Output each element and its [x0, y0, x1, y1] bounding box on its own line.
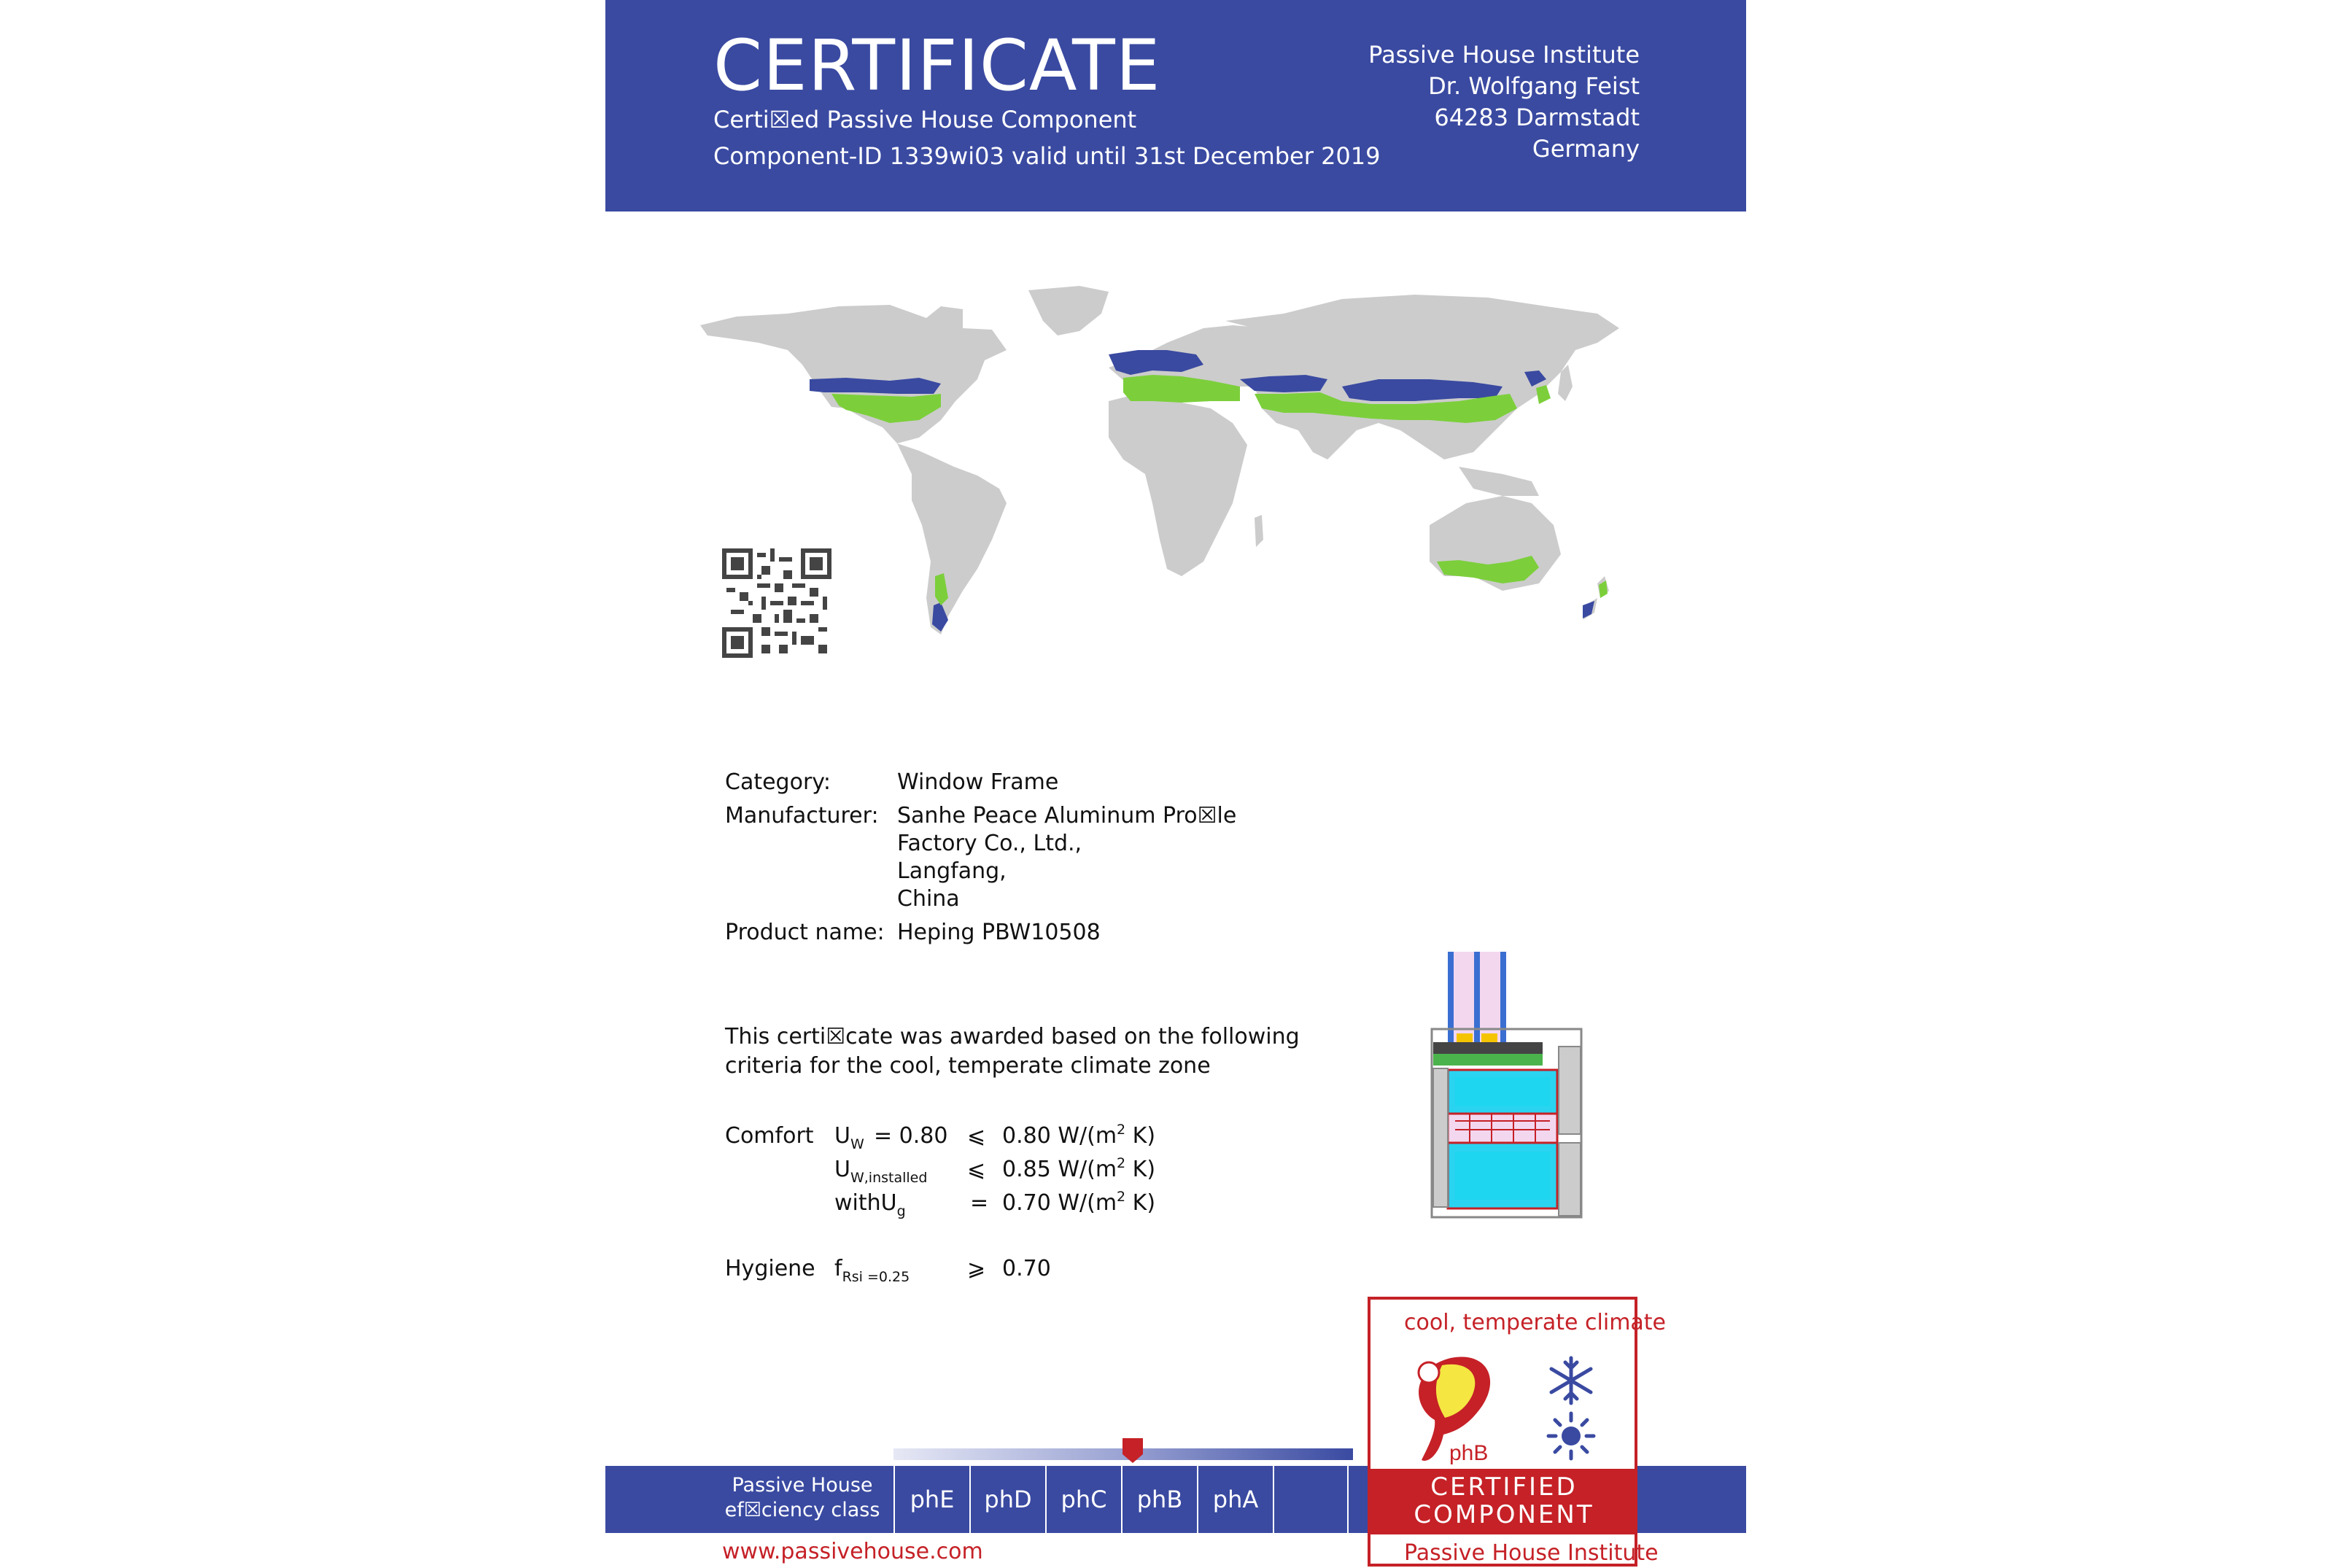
criteria-intro-line-2: criteria for the cool, temperate climate zone: [725, 1053, 1211, 1079]
efficiency-class-empty: [1273, 1466, 1349, 1533]
institute-address: [1368, 39, 1640, 165]
uw-value: = 0.80: [874, 1123, 948, 1149]
category-label: Category:: [725, 769, 831, 795]
window-frame-section-drawing: [1426, 952, 1594, 1218]
certified-component-label: [1368, 1297, 1667, 1567]
efficiency-label-line-1: Passive House: [732, 1474, 873, 1497]
snowflake-icon: [1546, 1355, 1597, 1406]
category-value: Window Frame: [897, 769, 1059, 795]
uw-limit: 0.80 $W/(m^2$ K): [1002, 1122, 1156, 1149]
efficiency-class-label: [722, 1473, 883, 1523]
certified-text: CERTIFIED: [1430, 1472, 1578, 1502]
uw-installed-operator: ⩽: [967, 1157, 986, 1182]
criteria-intro-line-1: This certi☒cate was awarded based on the following: [725, 1024, 1300, 1049]
qr-code-image: [722, 548, 831, 658]
certificate-title: CERTIFICATE: [713, 25, 1161, 106]
manufacturer-line-1: Sanhe Peace Aluminum Pro☒le: [897, 803, 1237, 828]
institute-director: Dr. Wolfgang Feist: [1428, 72, 1640, 100]
phb-logo-text: phB: [1449, 1441, 1489, 1465]
certificate-header: [605, 0, 1746, 211]
product-name-label: Product name:: [725, 920, 885, 945]
frsi-limit: 0.70: [1002, 1256, 1051, 1281]
frsi-operator: ⩾: [967, 1256, 986, 1281]
manufacturer-line-4: China: [897, 886, 960, 912]
uw-symbol: $U_W$: [834, 1123, 864, 1152]
manufacturer-line-2: Factory Co., Ltd.,: [897, 831, 1082, 856]
institute-name: Passive House Institute: [1368, 41, 1640, 69]
efficiency-class-phB: phB: [1121, 1466, 1197, 1533]
certificate-page: [605, 0, 1746, 1568]
ug-symbol: withU$_g$: [834, 1190, 906, 1219]
website-link[interactable]: www.passivehouse.com: [722, 1539, 983, 1564]
climate-zone-text: cool, temperate climate: [1404, 1310, 1667, 1335]
efficiency-class-phC: phC: [1045, 1466, 1121, 1533]
frsi-symbol: $f_{Rsi =0.25}$: [834, 1256, 910, 1285]
component-id: Component-ID 1339wi03 valid until 31st December 2019: [713, 142, 1381, 170]
certified-banner: [1370, 1469, 1637, 1534]
uw-operator: ⩽: [967, 1123, 986, 1149]
ug-limit: 0.70 $W/(m^2$ K): [1002, 1189, 1156, 1216]
ug-operator: =: [970, 1190, 989, 1216]
efficiency-class-phA: phA: [1197, 1466, 1273, 1533]
sun-icon: [1546, 1410, 1597, 1462]
label-institute-text: Passive House Institute: [1404, 1540, 1659, 1566]
manufacturer-line-3: Langfang,: [897, 858, 1007, 884]
manufacturer-label: Manufacturer:: [725, 803, 879, 828]
certificate-subtitle: Certi☒ed Passive House Component: [713, 106, 1137, 133]
efficiency-class-phD: phD: [969, 1466, 1045, 1533]
uw-installed-limit: 0.85 $W/(m^2$ K): [1002, 1155, 1156, 1182]
efficiency-class-phE: phE: [893, 1466, 969, 1533]
product-name-value: Heping PBW10508: [897, 920, 1101, 945]
world-climate-map: [700, 284, 1648, 649]
institute-country: Germany: [1532, 135, 1640, 163]
hygiene-label: Hygiene: [725, 1256, 815, 1281]
efficiency-pointer-icon: [1120, 1438, 1145, 1463]
institute-city: 64283 Darmstadt: [1434, 104, 1640, 131]
component-text: COMPONENT: [1414, 1500, 1594, 1529]
efficiency-label-line-2: ef☒ciency class: [724, 1499, 880, 1521]
comfort-label: Comfort: [725, 1123, 814, 1149]
uw-installed-symbol: $U_{W,installed}$: [834, 1157, 928, 1186]
phb-logo-icon: [1400, 1351, 1509, 1467]
